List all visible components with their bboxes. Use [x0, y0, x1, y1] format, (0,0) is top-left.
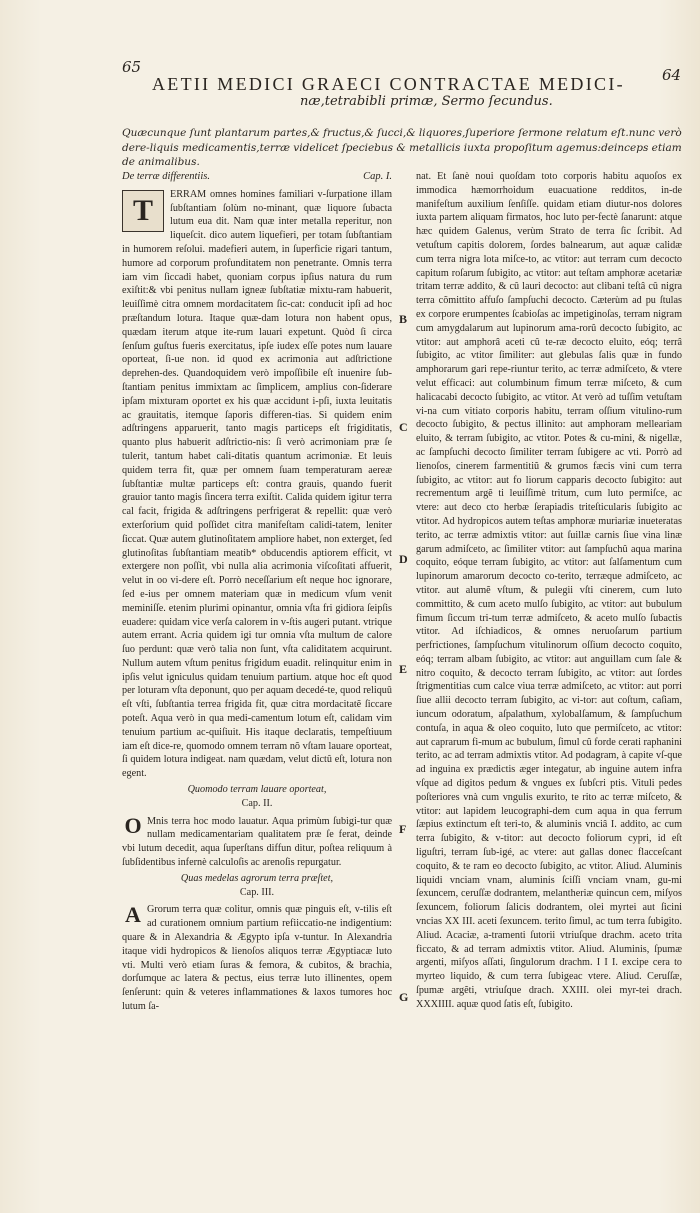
chapter-1-heading: [122, 170, 392, 184]
margin-letter-e: E: [399, 662, 408, 676]
chapter-1-text: ERRAM omnes homines familiari v-ſurpatione illam ſubſtantiam ſolùm no-minant, quæ liquore ſubacta lutum eua dit. Nam quæ inter metalla reperitur, non liqueſcit. dico autem liquefieri, per totam ſubſtantiam in humorem reſolui. madefieri autem, in ſuperficie rigari tantum, humore ad corporum profunditatem non penetrante. Omnis terra iam vim ſiccadi habet, quoniam corpus ipſius natura du rum exiſtit:& vbi penitus nullam igneæ ſubſtatiæ mixtu-ram habuerit, leuiſſimè citra omnem mordacitatem ſic-cat: conducit ipſi ad hoc præſtandum lotura. Itaque quæ-dam lotura non habent opus, quædam iterum atque ite-rum lauari expetunt. Quòd ſi circa ſenſum guſtus fueris exercitatus, ipſe iudex eſſe potes num lauare oporteat, ſi-ue non. id quod ex acrimonia aut adſtrictione deprehen-des. Quandoquidem verò impoſſibile eſt inuenire ſub-ſtantiam penitus immixtam ac ſimplicem, amplius con-ſiderare ipſam mixturam oportet ex his quæ accidunt i-pſi, iuxta leuitatis ac grauitatis, itemque ſaporis differen-tias. Si quidem enim adſtringens apparuerit, tanto magis particeps eſt frigiditatis, quanto plus habuerit adſtrictio-nis: ſi verò acrimoniam præ ſe tulerit, tantum habet cali-ditatis quantum acrimoniæ. Et leuis quidem terra fit, quæ per omnem ſuam temperaturam aereæ ſubſtantiæ multæ particeps eſt: contra grauis, quando fuerit grauior tanto magis ſincera terra exiſtit. Calida quidem igitur terra cal facit, frigida & adſtringens perfrigerat & repellit: quæ verò exterſorium quid poſſidet citra manifeſtam calidi-tatem, leniter ſiccat. Quæ autem glutinoſitatem ampliore habet, non exterget, ſed glutinoſitas ſubſtantiam meatib* obducendis aptiorem efficit, vt extergere non poſſit, vbi nulla alia acrimonia viſcoſitati affuerit, velut in oo vi-dere eſt. Porrò neceſſarium eſt neque hoc ignorare, ſed e-ius per omnem materiam quæ in medicum vſum venit meminiſſe. etenim plurimi opinantur, omnia vſta fri gidiora ſeipſis euadere: quidam vice verſa calorem in v-ſtis augeri putant. vtrique autem errant. Acria quidem igi tur omnia vſta multum de calore ſuo perdunt: quæ verò talia non ſunt, vſta caliditatem acquirunt. Nullum autem vſtum penitus frigidum euadit. relinquitur enim in ipſis velut igniculus quidam tenuium partium. atque hoc eſt quod per loturam vſta deponunt, quo per aquam decedé-te, quod reliquû eſt vſti, ſubſtantia terrea frigida fit, quæ citra mordacitatẽ ſiccare poteſt. Aqua verò in qua medi-camentum lotum eſt, calidam vim tenuium partium ac-quiſiuit. His itaque declaratis, tempeſtiuum iam eſt dice-re, quomodo omnem terram nõ vſtam lauare oporteat, ſi quidem lotura indigeat. nam quædam, velut dictû eſt, lotura non egent.: [122, 188, 392, 780]
margin-letter-b: B: [399, 312, 408, 326]
introduction: Quæcunque ſunt plantarum partes,& fructus,& ſucci,& liquores,ſuperiore ſermone relatum eſt.nunc verò dere-liquis medicamentis,terræ videlicet ſpeciebus & metallicis iuxta propoſitum agemus:deinceps etiam de animalibus.: [122, 127, 682, 168]
chapter-2-body: [122, 812, 392, 870]
left-column: [122, 170, 392, 1014]
chapter-3-number: Cap. III.: [239, 886, 275, 898]
chapter-3-body: [122, 903, 392, 1013]
chapter-2-initial: O: [124, 812, 142, 838]
chapter-3-title: Quas medelas agrorum terra præſtet,: [180, 872, 334, 884]
right-column-text: nat. Et ſanè noui quoſdam toto corporis habitu aquoſos ex immodica hæmorrhoidum euacuatione redditos, in-de manifeſtum auxilium ſenſiſſe. quidam etiam diutur-nos dolores iuxta partem aliquam firmatos, hoc luto per-fectè ſanarunt: atque hæc quidem Galenus, verùm Strato de terra ſic ſcribit. Ad vetuſtum capitis dolorem, ſordes balnearum, aut aquæ calidæ cum terra nigra lota miſce-to, ac vtitor: aut terram cum decocto capitum roſarum ſubigito, ac vtitor: aut teſtam amphoræ acetariæ tritam terræ addito, & cû lauri decocto: aut clibani teſtâ cû nigra terra cõmittito affuſo ſampſuchi decocto. Cæterùm ad pu ſtulas ex corpore erumpentes ſcabioſas ac impetiginoſas, terram nigram cum amygdalarum aut lupinorum ama-rorû decocto ſubigito, ac vtitor: aut amphorâ aceti cû te-ræ decocto eluito, eóq; terrâ ſubigito, ac vtitor ſimiliter: aut glebulas ſalis quæ in fundo amphorarum gari repe-riuntur terito, ac terræ admiſceto, & vtere velut efficaci: aut columbinum fimum terræ miſceto, & cum halicacabi decocto ſubigito, ac vtitor. At verò ad tuſſim vetuſtam vi-na cum vitiato corporis habitu, terram oſſium vitulino-rum decocto ſubigito, & pectus illinito: aut amphoram melleariam eluito, & terram ſubigito, ac vtitor. Potes & cu-mini, & nigellæ, ac ſampſuchi decocto ſimiliter terram ſubigere ac vti. Porrò ad lienoſos, cinerem farmentitiũ & grumos fæcis vini cum terra ſubigito, ac vtitor: aut fo liorum capparis decocto ſubigito: aut recrementum argẽ ti leuiſſimè tritum, cum luto permiſce, ac vtere: aut deco cto herbæ ſerapiadis triteſticularis ſubigito ac vtitor. Ad hydropicos autem teſtas amphoræ muriariæ inueteratas terito, ac terræ admixtis vtitor: aut ſuillæ carnis ſiue vina linæ garum admiſceto, ac ſimiliter vtitor: aut ſampſuchû aqua marina coquito, eóque terram ſubigito, ac vtitor: aut ſalſamentum cum lupinorum amarorum decocto co-terito, terræque admiſceto, ac vtitor. aut alumẽ vſtum, & pulegii vſti cinerem, cum luto committito, & cum aceto mulſo ſubigito, ac vtitor: aut bubulum fimum ſiccum tri-tum terræ admiſceto, & aceto mulſo ſubactis vtitor. Ad iſchiadicos, & omnes neruoſarum partium perfrictiones, ſampſuchum vitulinorum oſſium decocto coquito, eóq; terram albam ſubigito, ac vtitor: aut anguillam cum ſale & nitro coquito, & decocto terram ſubigito, ac vtitor: aut ſordes ſtrigmentitias cum calce viua terræ admiſceto, ac vtitor: aut porri ſiue allii decocto terram ſubigito, ac vi-tor: aut coſtum, caſiam, iuncum odoratum, aſpalathum, xylobalſamum, & ſampſuchum contuſa, in aqua & oleo coquito, luto que permiſceto, ac vtitor: aut caprarum fi-mum ac bubulum, ſimul cû forde cerati raphanini terito, ac ad terram admixtis vtitor. Ad podagram, à capite vſ-que ad inguina ex prædictis æger integatur, ab inguine autem infra vſque ad digitos pedum & vngues ex ſubſcri ptis. Vituli pedes poſteriores vnà cum vngulis exurito, te rito ac terræ miſceto, & vtitor: aut lapidem leucographi-dem cum aqua in qua ferrum ſæpius extinctum eſt teri-to, & aluminis vnciâ I. addito, ac cum terra ſubigito, & v-titor: aut decocto foliorum cypri, id eſt liguſtri, terram ſub-igé, ac vtere: aut gallas donec flacceſcant coquito, & te ram eo decocto ſubigito, ac vtitor. Aliud. Aluminis liquidi vnciam vnam, aluminis ſciſſi vnciam vnam, gu-mi ſexuncem, ceruſſæ dodrantem, melantheriæ quincun cem, miſyos ſexuncem, foliorum ſalicis dodrantem, olei myrtei aut ſicini vncias XX III. aceti ſexuncem. terito ſimul, ac tum terra ſubigito. Aliud. Acaciæ, a-tramenti ſutorii vtriuſque drachm. aceto trita ficcato, & ad terram admixtis vtitor. Aliud. Aluminis, ſpumæ argenti, miſyos aſſati, ſingulorum drachm. I I I. excipe cera to myrteo liquido, & cum terra ſubigeac vtere. Aliud. Ceruſſæ, ſpumæ argẽti, vtriuſque drach. XXIII. olei myr-tei drach. XXXIIII. aquæ quod ſatis eſt, ſubigito.: [416, 171, 682, 1010]
running-subtitle: næ,tetrabibli primæ, Sermo ſecundus.: [300, 94, 553, 109]
page-number-right: 64: [662, 66, 682, 84]
page-number-left: 65: [122, 58, 142, 76]
chapter-2-number: Cap. II.: [241, 797, 273, 809]
chapter-3-text: Grorum terra quæ colitur, omnis quæ pinguis eſt, v-tilis eſt ad curationem omnium partium refiiccatio-ne indigentium: quare & in Alexandria & Ægypto ipſa v-tuntur. In Alexandria itaque vidi hydropicos & lienoſos aliquos terræ Ægyptiacæ luto vti. Multi verò etiam ſuras & femora, & cubitos, & brachia, dorſumque ac latera & pectus, eius terræ luto illinentes, opem ſenſerunt: quin & veteres inflammationes & laxos tumores hoc lutum ſa-: [122, 904, 392, 1013]
right-column: [416, 170, 682, 1012]
chapter-3-initial: A: [125, 901, 141, 927]
chapter-2-text: Mnis terra hoc modo lauatur. Aqua primùm ſubigi-tur quæ nullam medicamentariam qualitatem præ ſe ferat, deinde vbi lutum decedit, aqua ſuperſtans diffun ditur, poſtea reliquum à ſubſidentibus infernè calculoſis ac arenoſis repurgatur.: [122, 815, 392, 869]
margin-letter-d: D: [399, 552, 408, 566]
chapter-1-body: [122, 188, 392, 781]
decorated-initial: T: [122, 190, 164, 232]
margin-letter-g: G: [399, 990, 409, 1004]
margin-letter-f: F: [399, 822, 407, 836]
margin-letter-c: C: [399, 420, 408, 434]
running-title: AETII MEDICI GRAECI CONTRACTAE MEDICI-: [152, 74, 625, 94]
chapter-2-title: Quomodo terram lauare oporteat,: [187, 784, 327, 796]
chapter-1-number: Cap. I.: [363, 171, 392, 182]
chapter-1-title: De terræ differentiis.: [122, 171, 210, 182]
